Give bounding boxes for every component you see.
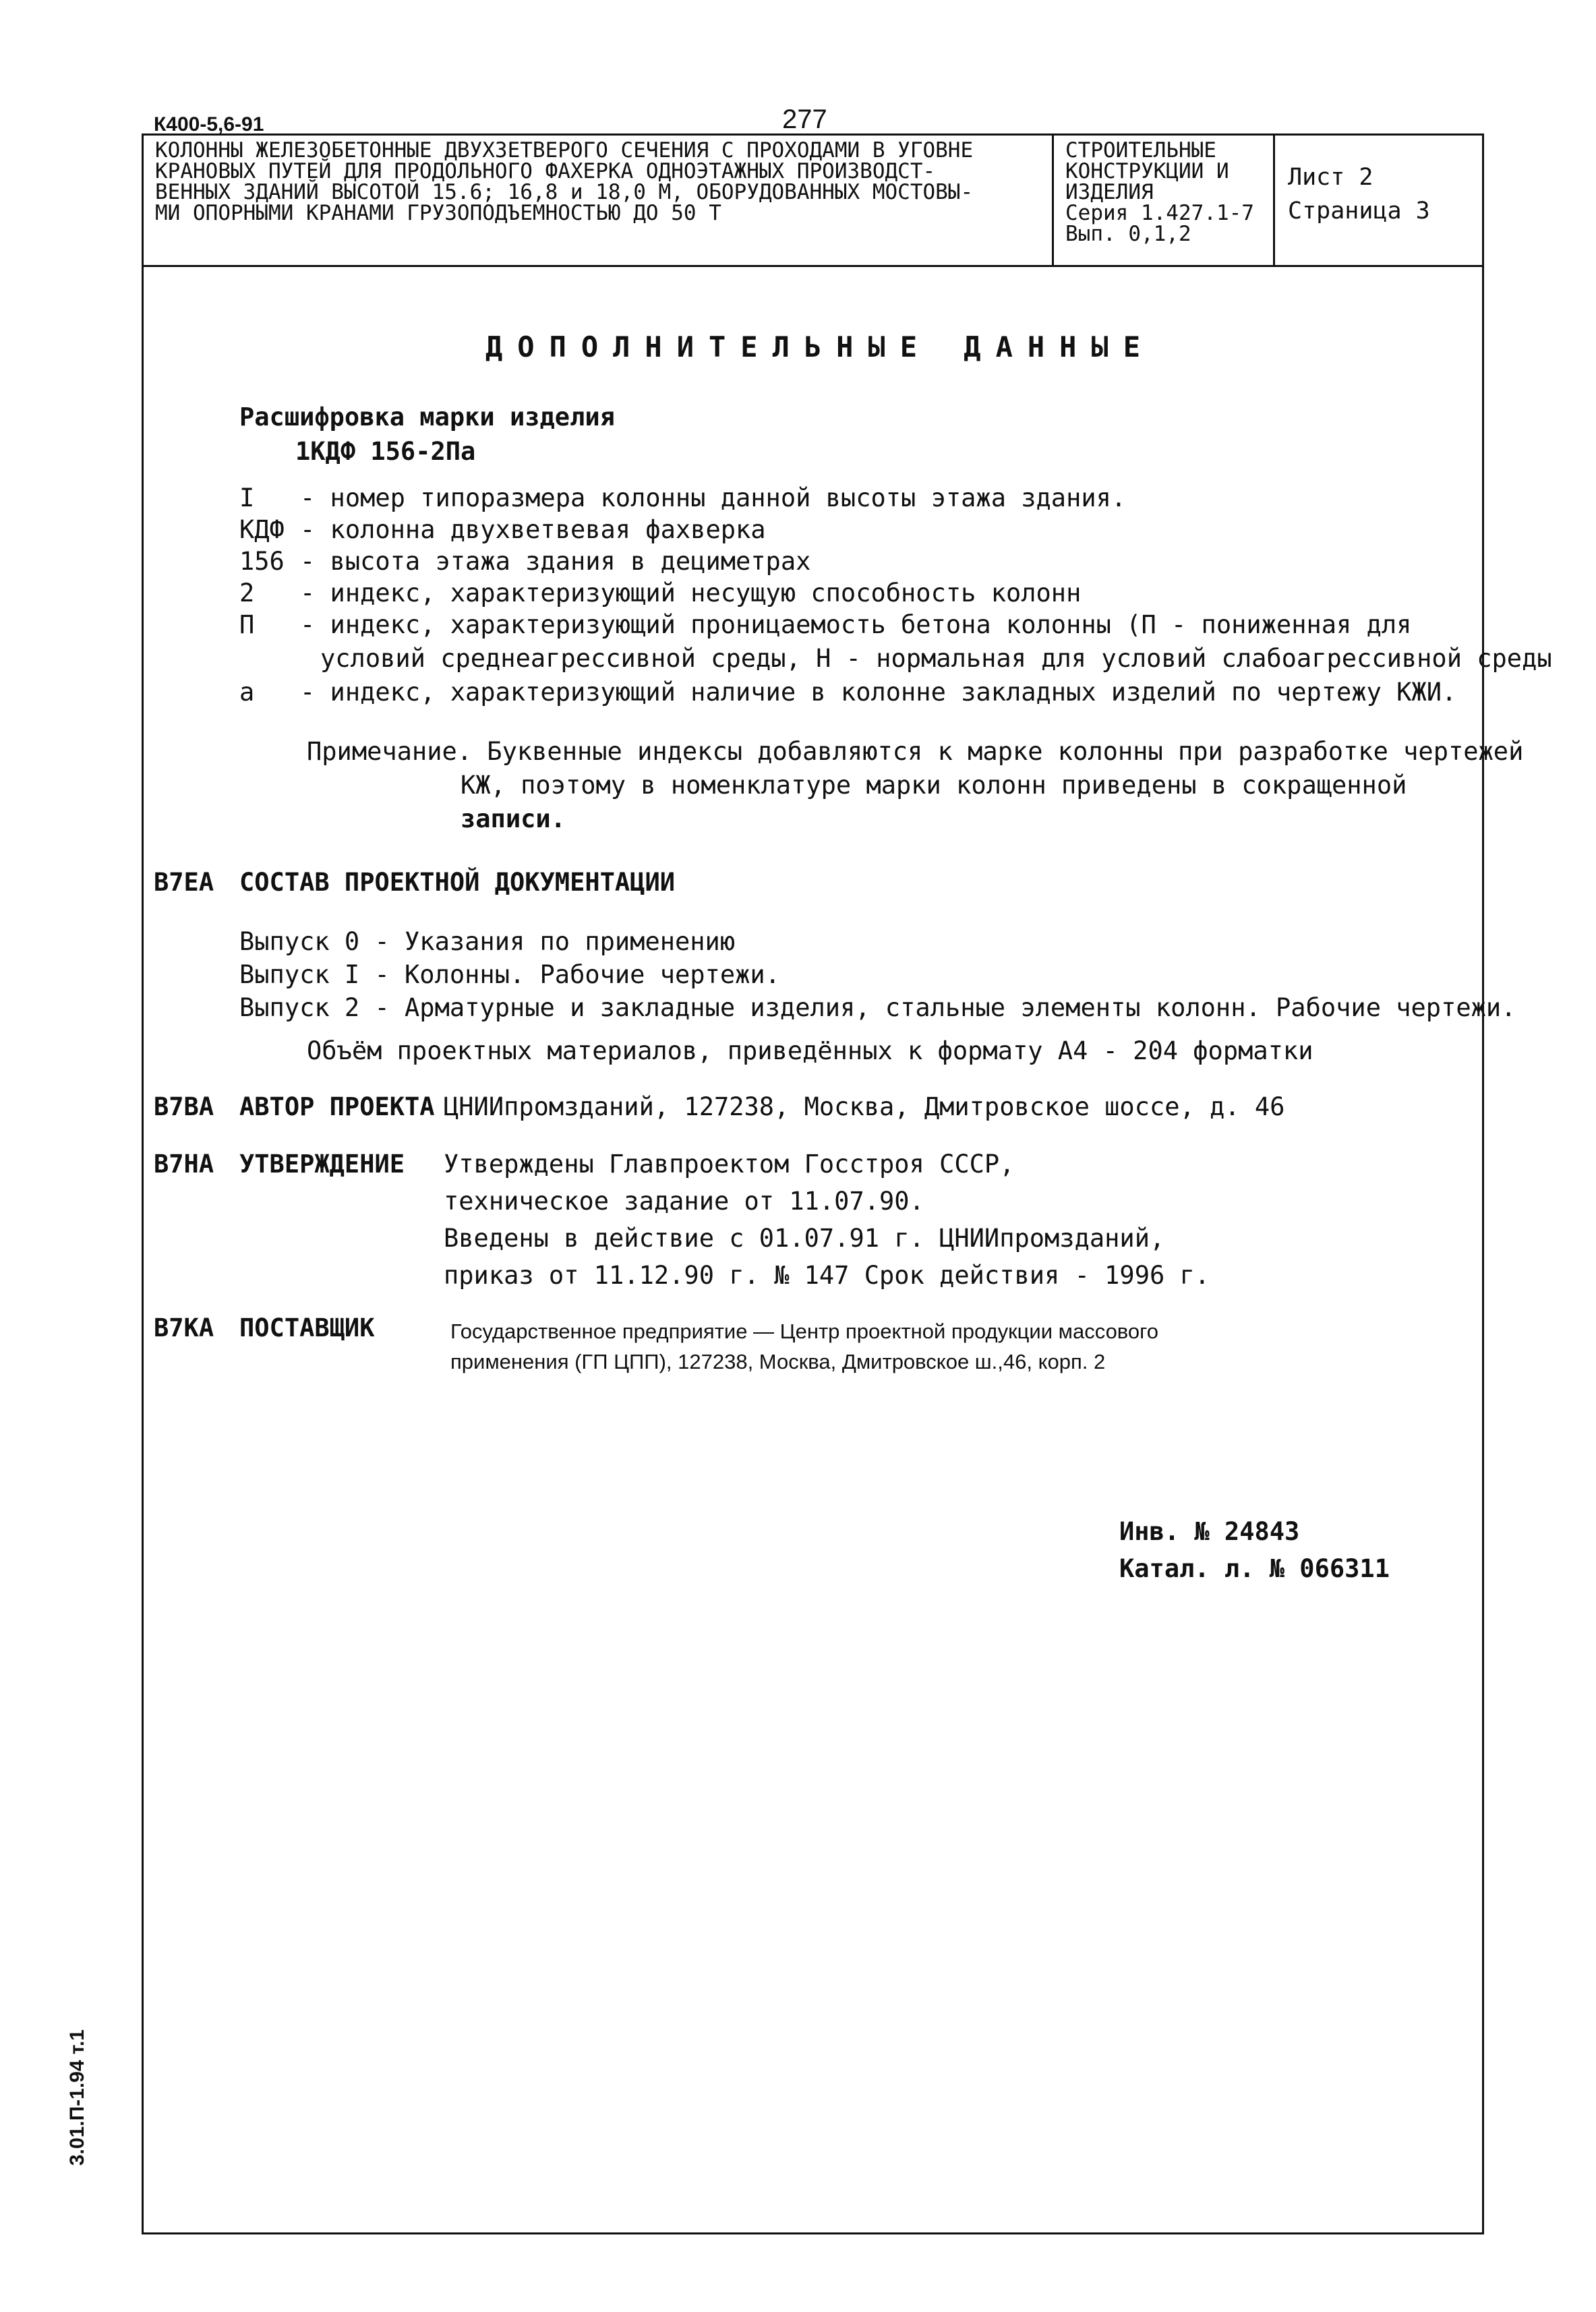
decoding-item-key: а [239,678,255,707]
decoding-item-key: КДФ [239,515,285,544]
page-heading: ДОПОЛНИТЕЛЬНЫЕ ДАННЫЕ [485,330,1156,363]
note-line: Примечание. Буквенные индексы добавляются к марке колонны при разработке чертежей [307,737,1524,766]
section-title: ПОСТАВЩИК [239,1313,375,1342]
title-line: КОЛОННЫ ЖЕЛЕЗОБЕТОННЫЕ ДВУХЗЕТВЕРОГО СЕЧЕНИЯ С ПРОХОДАМИ В УГОВНЕ [155,138,974,162]
decoding-item-text: - индекс, характеризующий наличие в колонне закладных изделий по чертежу КЖИ. [300,678,1457,707]
approval-line: Утверждены Главпроектом Госстроя СССР, [444,1150,1015,1179]
page-number: 277 [782,105,827,134]
note-line: записи. [461,804,566,833]
section-title: УТВЕРЖДЕНИЕ [239,1150,405,1179]
decoding-item-key: 2 [239,579,255,607]
section-code: В7ЕА [154,868,214,897]
section-code: В7КА [154,1313,214,1342]
section-code: В7НА [154,1150,214,1179]
decoding-item-text: - индекс, характеризующий несущую способность колонн [300,579,1082,607]
decoding-item-text: - колонна двухветвевая фахверка [300,515,766,544]
decoding-item-text: условий среднеагрессивной среды, Н - нормальная для условий слабоагрессивной среды [320,644,1552,673]
series-line: ИЗДЕЛИЯ [1065,180,1154,204]
section-title: АВТОР ПРОЕКТА [239,1092,435,1121]
docs-line: Выпуск 0 - Указания по применению [239,927,736,956]
approval-line: техническое задание от 11.07.90. [444,1187,924,1216]
decoding-item-text: - индекс, характеризующий проницаемость бетона колонны (П - пониженная для [300,610,1412,639]
series-line: КОНСТРУКЦИИ И [1065,159,1229,183]
docs-line: Выпуск I - Колонны. Рабочие чертежи. [239,960,780,989]
series-line: СТРОИТЕЛЬНЫЕ [1065,138,1216,162]
sheet-number: Лист 2 [1288,164,1373,191]
side-code: 3.01.П-1.94 т.1 [66,2029,88,2166]
sheet-cell [1288,160,1430,228]
decoding-item-text: - номер типоразмера колонны данной высоты этажа здания. [300,483,1127,512]
supplier-line: Государственное предприятие — Центр проектной продукции массового [450,1320,1159,1343]
title-line: КРАНОВЫХ ПУТЕЙ ДЛЯ ПРОДОЛЬНОГО ФАХЕРКА ОДНОЭТАЖНЫХ ПРОИЗВОДСТ- [155,159,936,183]
decoding-item-key: I [239,483,255,512]
decoding-item-key: П [239,610,255,639]
page-label: Страница 3 [1288,198,1430,225]
series-cell [1065,140,1254,245]
approval-line: Введены в действие с 01.07.91 г. ЦНИИпромзданий, [444,1224,1165,1253]
decoding-item-key: 156 [239,547,285,576]
title-line: МИ ОПОРНЫМИ КРАНАМИ ГРУЗОПОДЪЕМНОСТЬЮ ДО 50 Т [155,201,721,225]
author-text: ЦНИИпромзданий, 127238, Москва, Дмитровское шоссе, д. 46 [444,1092,1285,1121]
section-code: В7ВА [154,1092,214,1121]
note-line: КЖ, поэтому в номенклатуре марки колонн приведены в сокращенной [461,771,1407,800]
series-line: Серия 1.427.1-7 [1065,201,1254,225]
docs-volume: Объём проектных материалов, приведённых к формату А4 - 204 форматки [307,1036,1313,1065]
catalog-number: Катал. л. № 066311 [1119,1554,1390,1583]
decoding-item-text: - высота этажа здания в дециметрах [300,547,811,576]
title-line: ВЕННЫХ ЗДАНИЙ ВЫСОТОЙ 15.6; 16,8 и 18,0 М, ОБОРУДОВАННЫХ МОСТОВЫ- [155,180,974,204]
series-line: Вып. 0,1,2 [1065,222,1191,246]
title-block-bottom-rule [142,265,1482,267]
docs-line: Выпуск 2 - Арматурные и закладные изделия, стальные элементы колонн. Рабочие чертежи. [239,993,1516,1022]
title-block-divider-1 [1052,134,1054,267]
decoding-title: Расшифровка марки изделия [239,403,615,432]
supplier-line: применения (ГП ЦПП), 127238, Москва, Дмитровское ш.,46, корп. 2 [450,1350,1106,1373]
approval-line: приказ от 11.12.90 г. № 147 Срок действия - 1996 г. [444,1261,1210,1290]
decoding-mark: 1КДФ 156-2Па [295,437,476,466]
title-block-divider-2 [1273,134,1275,267]
corner-code: К400-5,6-91 [154,113,264,136]
inventory-number: Инв. № 24843 [1119,1517,1300,1546]
section-title: СОСТАВ ПРОЕКТНОЙ ДОКУМЕНТАЦИИ [239,868,676,897]
title-block-title [155,140,973,224]
